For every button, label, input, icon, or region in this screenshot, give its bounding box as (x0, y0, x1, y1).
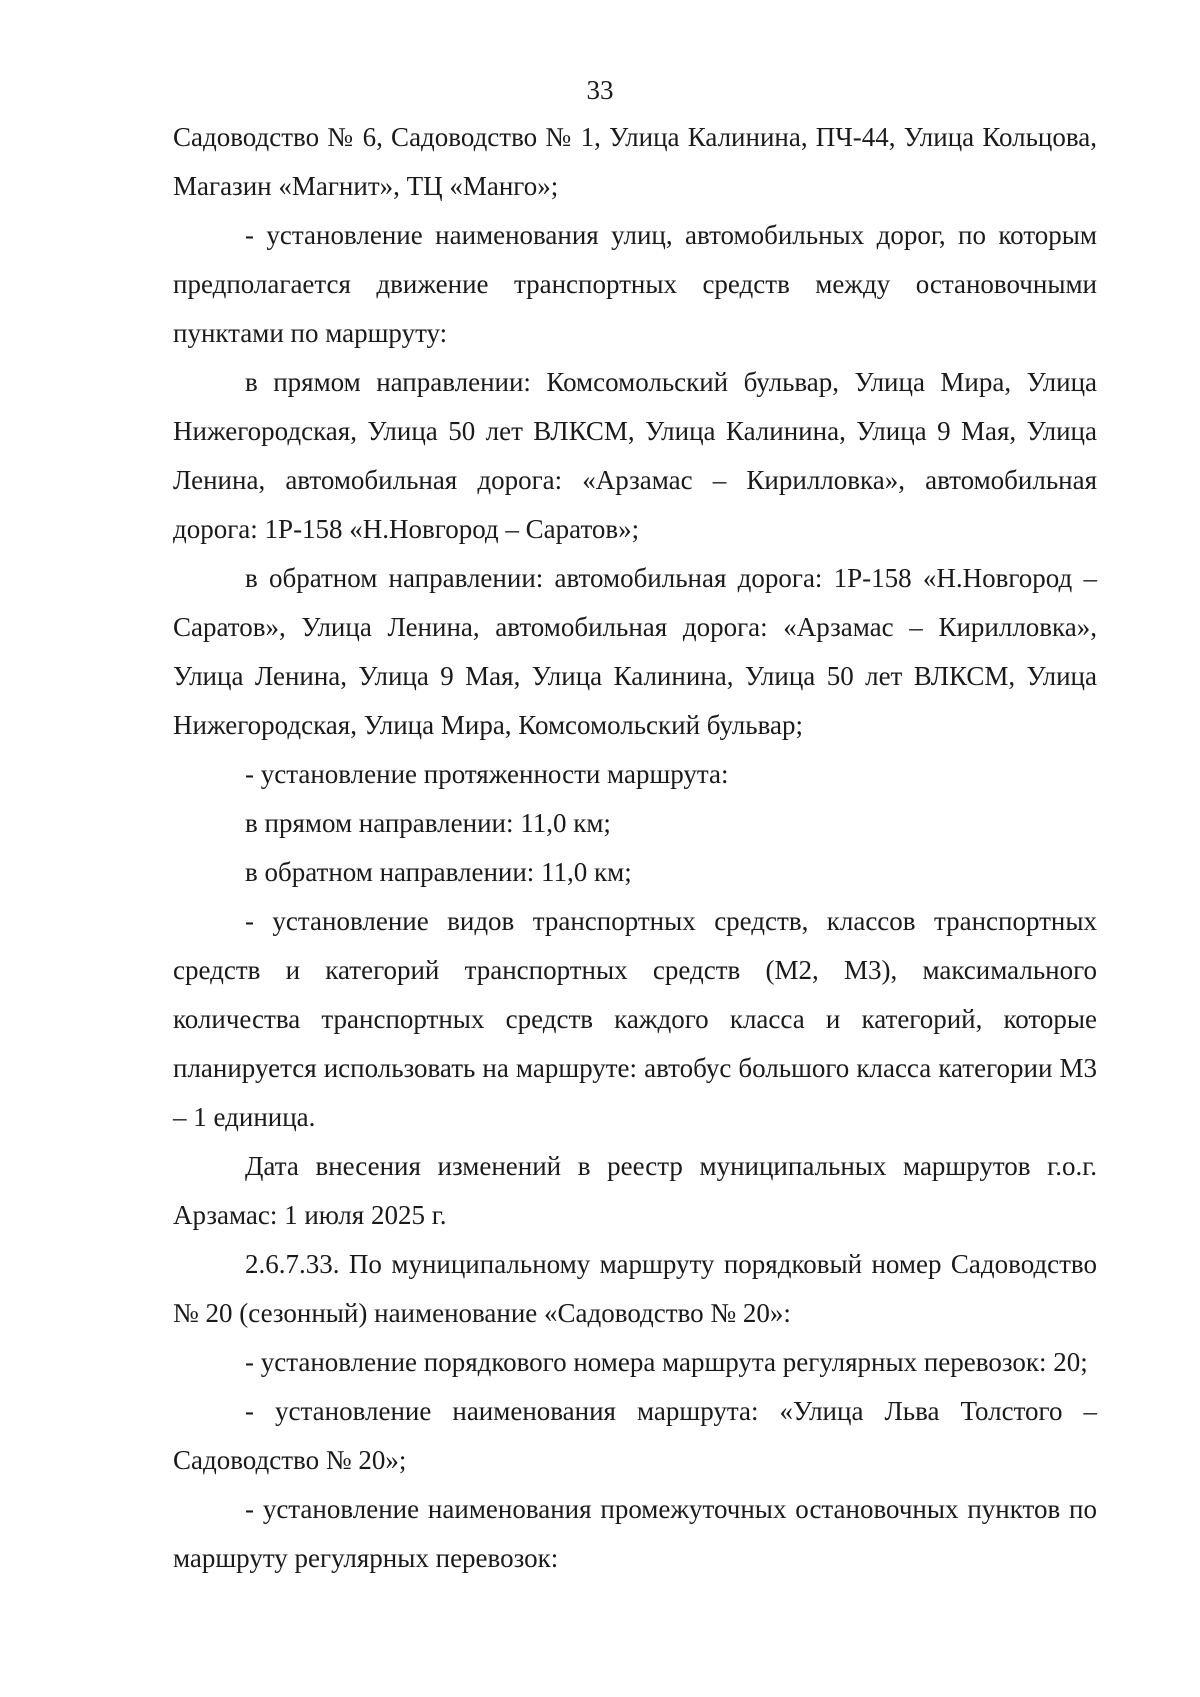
paragraph: - установление протяженности маршрута: (245, 759, 729, 789)
paragraph: в прямом направлении: Комсомольский бульвар, Улица Мира, Улица Нижегородская, Улица 50 лет ВЛКСМ, Улица Калинина, Улица 9 Мая, Улица Ленина, автомобильная дорога: «Арзамас – Кирилловка», автомобильная дорога: 1Р-158 «Н.Новгород – Саратов»; (173, 367, 1097, 544)
paragraph: Дата внесения изменений в реестр муниципальных маршрутов г.о.г. Арзамас: 1 июля 2025 г. (173, 1151, 1097, 1230)
paragraph: 2.6.7.33. По муниципальному маршруту порядковый номер Садоводство № 20 (сезонный) наименование «Садоводство № 20»: (173, 1249, 1097, 1328)
document-body (173, 113, 1097, 1583)
page-number: 33 (586, 75, 614, 105)
paragraph: - установление порядкового номера маршрута регулярных перевозок: 20; (245, 1347, 1088, 1377)
paragraph: - установление наименования улиц, автомобильных дорог, по которым предполагается движение транспортных средств между остановочными пунктами по маршруту: (173, 220, 1097, 348)
paragraph: в обратном направлении: автомобильная дорога: 1Р-158 «Н.Новгород – Саратов», Улица Ленина, автомобильная дорога: «Арзамас – Кирилловка», Улица Ленина, Улица 9 Мая, Улица Калинина, Улица 50 лет ВЛКСМ, Улица Нижегородская, Улица Мира, Комсомольский бульвар; (173, 563, 1097, 740)
paragraph: - установление наименования промежуточных остановочных пунктов по маршруту регулярных перевозок: (173, 1494, 1097, 1573)
paragraph: - установление видов транспортных средств, классов транспортных средств и категорий транспортных средств (М2, М3), максимального количества транспортных средств каждого класса и категорий, которые планируется использовать на маршруте: автобус большого класса категории М3 – 1 единица. (173, 906, 1097, 1132)
paragraph: в обратном направлении: 11,0 км; (245, 857, 632, 887)
paragraph: в прямом направлении: 11,0 км; (245, 808, 611, 838)
paragraph: Садоводство № 6, Садоводство № 1, Улица Калинина, ПЧ-44, Улица Кольцова, Магазин «Магнит», ТЦ «Манго»; (173, 122, 1097, 201)
paragraph: - установление наименования маршрута: «Улица Льва Толстого –Садоводство № 20»; (173, 1396, 1097, 1475)
